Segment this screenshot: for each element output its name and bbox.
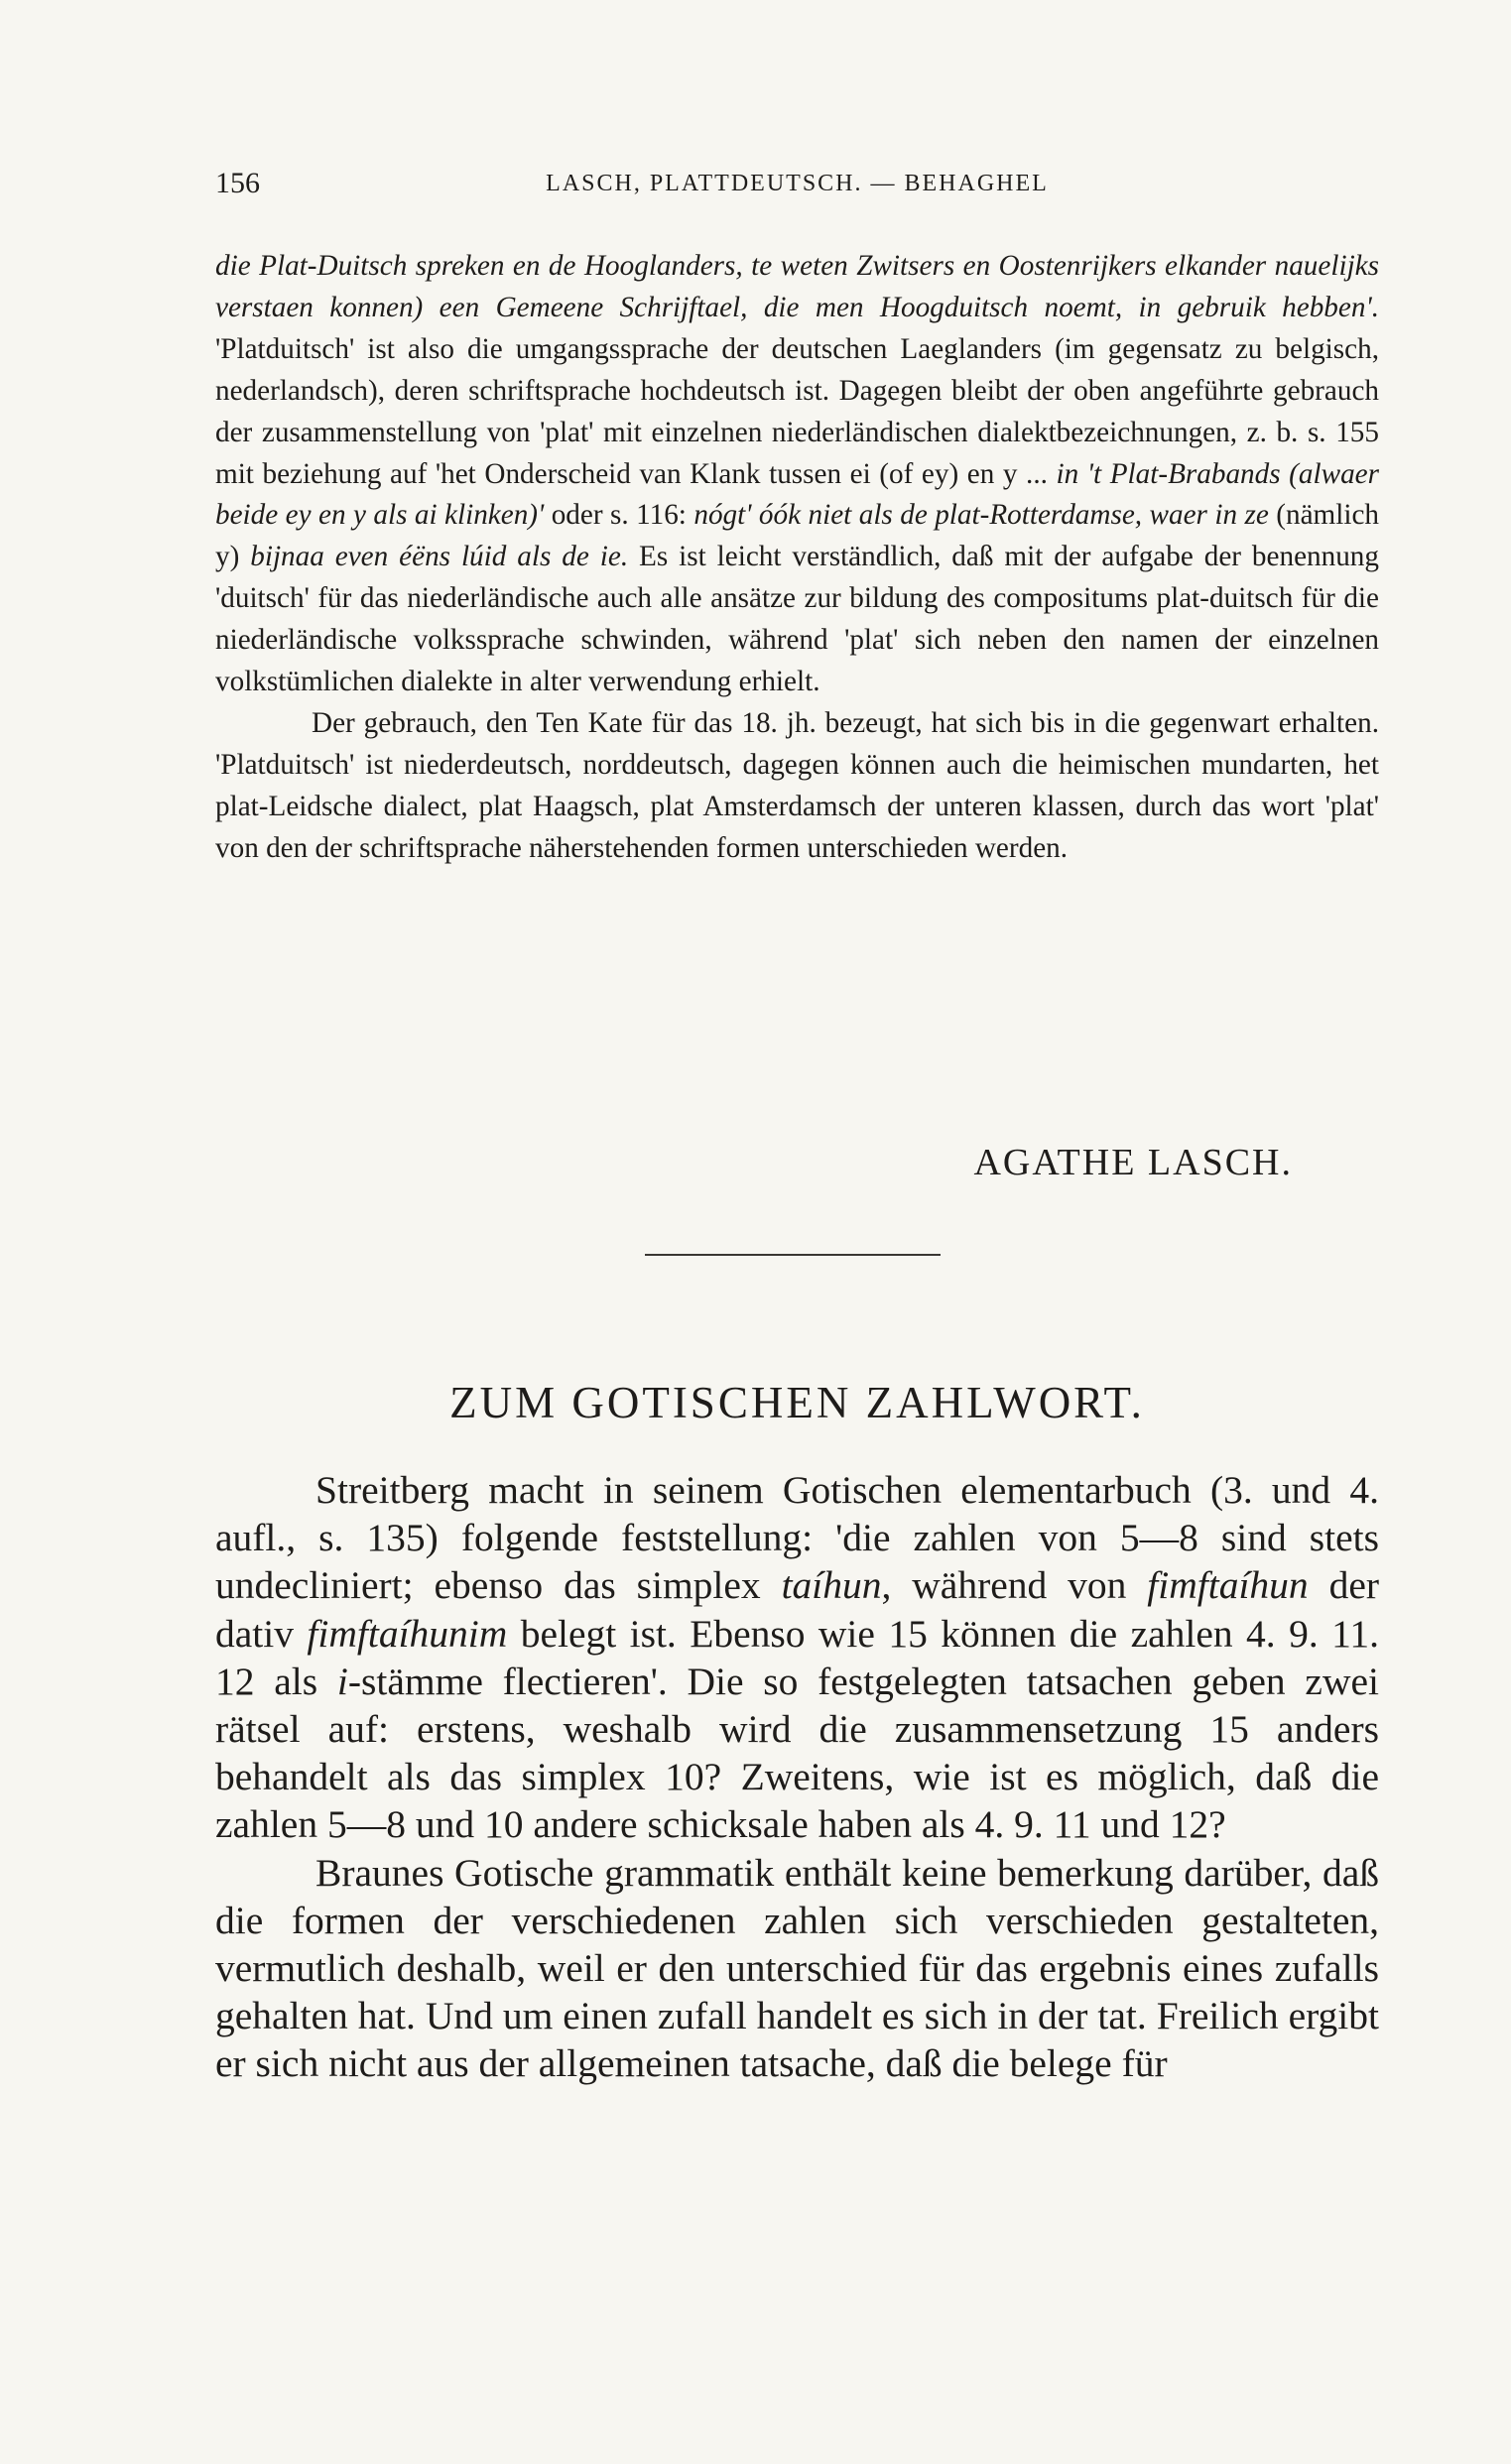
italic-text-run: in 't Plat-Brabands (alwaer beide ey en y als ai klinken)' <box>215 457 1379 532</box>
article-lasch-paragraph-1 <box>215 246 1379 703</box>
text-run: der dativ <box>215 1563 1380 1656</box>
article-zahlwort-paragraph-1 <box>215 1466 1379 1849</box>
italic-text-run: die Plat-Duitsch spreken en de Hooglanders, te weten Zwitsers en Oostenrijkers elkander nauelijks verstaen konnen) een Gemeene Schrijftael, die men Hoogduitsch noemt, in gebruik hebben'. <box>215 250 1379 323</box>
text-run: (nämlich y) <box>215 499 1379 573</box>
text-run: oder s. 116: <box>544 499 694 532</box>
text-run: 'Platduitsch' ist also die umgangssprache der deutschen Laeglanders (im gegensatz zu belgisch, nederlandsch), deren schriftsprache hochdeutsch ist. Dagegen bleibt der oben angeführte gebrauch der zusammenstellung von 'plat' mit einzelnen niederländischen dialektbezeichnungen, z. b. s. 155 mit beziehung auf 'het Onderscheid van Klank tussen ei (of ey) en y ... <box>215 332 1379 490</box>
text-run: -stämme flectieren'. Die so festgelegten tatsachen geben zwei rätsel auf: erstens, weshalb wird die zusammensetzung 15 anders behandelt als das simplex 10? Zweitens, wie ist es möglich, daß die zahlen 5—8 und 10 andere schicksale haben als 4. 9. 11 und 12? <box>215 1659 1379 1847</box>
page-number: 156 <box>215 167 260 199</box>
article-zahlwort-body <box>215 1466 1379 2088</box>
italic-text-run: taíhun <box>781 1563 882 1608</box>
article-zahlwort-paragraph-2: Braunes Gotische grammatik enthält keine bemerkung darüber, daß die formen der verschiedenen zahlen sich verschieden gestalteten, vermutlich deshalb, weil er den unterschied für das ergebnis eines zufalls gehalten hat. Und um einen zufall handelt es sich in der tat. Freilich ergibt er sich nicht aus der allgemeinen tatsache, daß die belege für <box>215 1850 1379 2086</box>
italic-text-run: nógt' óók niet als de plat-Rotterdamse, waer in ze <box>693 499 1269 532</box>
italic-text-run: bijnaa even éëns lúid als de ie. <box>250 541 629 573</box>
article-lasch-paragraph-2: Der gebrauch, den Ten Kate für das 18. jh. bezeugt, hat sich bis in die gegenwart erhalten. 'Platduitsch' ist niederdeutsch, norddeutsch, dagegen können auch die heimischen mundarten, het plat-Leidsche dialect, plat Haagsch, plat Amsterdamsch der unteren klassen, durch das wort 'plat' von den der schriftsprache näherstehenden formen unterschieden werden. <box>215 706 1379 864</box>
running-header <box>215 167 1379 216</box>
author-signature: AGATHE LASCH. <box>973 1142 1293 1183</box>
italic-text-run: fimftaíhunim <box>307 1611 508 1656</box>
italic-text-run: fimftaíhun <box>1147 1563 1309 1608</box>
article-lasch-body <box>215 246 1379 870</box>
italic-text-run: i <box>336 1659 348 1703</box>
section-divider <box>645 1254 941 1256</box>
running-title: LASCH, PLATTDEUTSCH. — BEHAGHEL <box>546 171 1049 196</box>
text-run: , während von <box>881 1563 1148 1608</box>
text-run: belegt ist. Ebenso wie 15 können die zahlen 4. 9. 11. 12 als <box>215 1611 1379 1703</box>
text-run: Streitberg macht in seinem Gotischen elementarbuch (3. und 4. aufl., s. 135) folgende feststellung: 'die zahlen von 5—8 sind stets undecliniert; ebenso das simplex <box>215 1468 1379 1608</box>
article-title: ZUM GOTISCHEN ZAHLWORT. <box>449 1378 1145 1427</box>
text-run: Es ist leicht verständlich, daß mit der aufgabe der benennung 'duitsch' für das niederländische auch alle ansätze zur bildung des compositums plat-duitsch für die niederländische volkssprache schwinden, während 'plat' sich neben den namen der einzelnen volkstümlichen dialekte in alter verwendung erhielt. <box>215 541 1379 698</box>
